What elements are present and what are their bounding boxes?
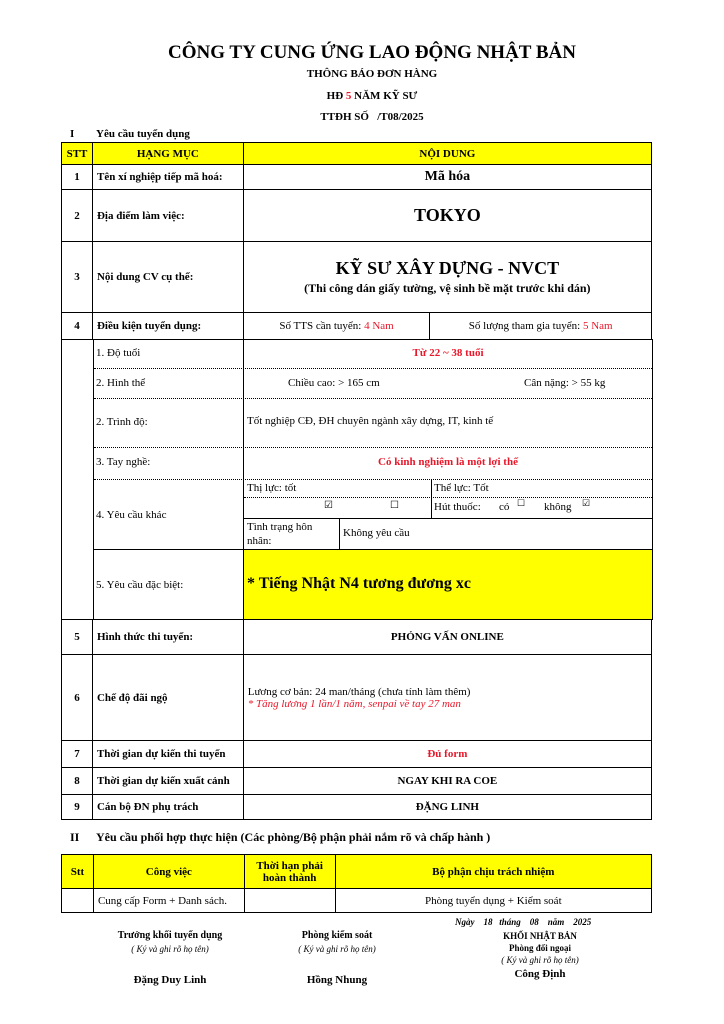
row4-label: Điều kiện tuyển dụng: xyxy=(92,313,243,340)
weight-requirement: Cân nặng: > 55 kg xyxy=(524,377,606,389)
join-count-cell xyxy=(430,313,652,340)
checkbox-checked-icon[interactable]: ☑ xyxy=(324,500,333,511)
smoke-label: Hút thuốc: xyxy=(434,501,481,513)
signer2-note: ( Ký và ghi rõ họ tên) xyxy=(298,944,376,954)
row2-label: Địa điểm làm việc: xyxy=(92,190,243,242)
job-title: KỸ SƯ XÂY DỰNG - NVCT xyxy=(335,258,560,278)
fitness: Thể lực: Tốt xyxy=(434,482,489,494)
grid-hline xyxy=(244,497,652,498)
signer3-title: KHỐI NHẬT BẢN xyxy=(503,931,577,941)
education-value: Tốt nghiệp CĐ, ĐH chuyên ngành xây dựng, IT, kinh tế xyxy=(247,415,494,427)
task-stt xyxy=(62,889,94,913)
smoke-no-label: không xyxy=(544,501,572,513)
coordination-table xyxy=(61,854,652,913)
col-header-content: NỘI DUNG xyxy=(243,143,651,165)
need-count-label: Số TTS cần tuyển: xyxy=(279,320,362,332)
section2-roman: II xyxy=(70,830,80,844)
skill-value: Có kinh nghiệm là một lợi thế xyxy=(378,456,518,468)
grid-hline xyxy=(244,518,652,519)
row9-stt: 9 xyxy=(62,795,93,820)
height-requirement: Chiều cao: > 165 cm xyxy=(288,377,380,389)
signature-block-control xyxy=(262,930,412,986)
signer3-name: Công Định xyxy=(514,968,566,980)
col-header-department: Bộ phận chịu trách nhiệm xyxy=(335,855,651,889)
divider-line xyxy=(94,447,652,448)
contract-suffix: NĂM KỸ SƯ xyxy=(354,90,418,102)
requirements-table-bottom xyxy=(61,619,652,820)
section2-title: Yêu cầu phối hợp thực hiện (Các phòng/Bộ phận phải nắm rõ và chấp hành ) xyxy=(96,830,491,844)
smoke-yes-label: có xyxy=(499,501,510,513)
row4-stt: 4 xyxy=(62,313,93,340)
row2-value: TOKYO xyxy=(243,190,651,242)
job-description: (Thi công dán giấy tường, vệ sinh bề mặt trước khi dán) xyxy=(304,281,591,295)
col-header-item: HẠNG MỤC xyxy=(92,143,243,165)
row1-label: Tên xí nghiệp tiếp mã hoá: xyxy=(92,165,243,190)
divider-line xyxy=(94,398,652,399)
company-title: CÔNG TY CUNG ỨNG LAO ĐỘNG NHẬT BẢN xyxy=(168,42,576,63)
col-header-stt: STT xyxy=(62,143,93,165)
salary-raise: * Tăng lương 1 lần/1 năm, senpai về tay 27 man xyxy=(247,697,461,710)
row1-stt: 1 xyxy=(62,165,93,190)
row5-value: PHỎNG VẤN ONLINE xyxy=(243,620,651,655)
contract-line xyxy=(0,90,724,102)
body-label: 2. Hình thể xyxy=(96,377,146,389)
join-count-value: 5 Nam xyxy=(582,320,613,332)
education-label: 2. Trình độ: xyxy=(96,416,148,428)
age-value: Từ 22 ~ 38 tuổi xyxy=(412,347,484,359)
row3-label: Nội dung CV cụ thể: xyxy=(92,242,243,313)
need-count-value: 4 Nam xyxy=(364,320,394,332)
sign-date: Ngày 18 tháng 08 năm 2025 xyxy=(455,917,592,927)
signature-block-japan xyxy=(465,931,615,980)
other-label: 4. Yêu cầu khác xyxy=(96,509,167,521)
order-number: TTĐH SỐ /T08/2025 xyxy=(320,111,424,123)
signer1-name: Đặng Duy Linh xyxy=(133,974,207,986)
checkbox-empty-icon[interactable]: ☐ xyxy=(390,500,399,511)
row7-stt: 7 xyxy=(62,741,93,768)
signer1-note: ( Ký và ghi rõ họ tên) xyxy=(131,944,209,954)
row7-value: Đủ form xyxy=(243,741,651,768)
row9-value: ĐẶNG LINH xyxy=(243,795,651,820)
requirements-table xyxy=(61,142,652,340)
marital-value: Không yêu cầu xyxy=(343,527,410,539)
row9-label: Cán bộ ĐN phụ trách xyxy=(92,795,243,820)
conditions-block xyxy=(61,339,653,620)
row3-value-cell xyxy=(243,242,651,313)
signer2-title: Phòng kiểm soát xyxy=(301,930,373,941)
special-label: 5. Yêu cầu đặc biệt: xyxy=(96,579,184,591)
special-value: * Tiếng Nhật N4 tương đương xc xyxy=(247,575,471,592)
row1-value: Mã hóa xyxy=(243,165,651,190)
row8-value: NGAY KHI RA COE xyxy=(243,768,651,795)
row3-stt: 3 xyxy=(62,242,93,313)
row2-stt: 2 xyxy=(62,190,93,242)
row6-label: Chế độ đãi ngộ xyxy=(92,655,243,741)
grid-vline xyxy=(339,518,340,549)
signature-block-recruitment xyxy=(95,930,245,986)
task-name: Cung cấp Form + Danh sách. xyxy=(93,889,244,913)
divider-line xyxy=(94,368,652,369)
signer3-title2: Phòng đối ngoại xyxy=(508,943,572,953)
eyesight: Thị lực: tốt xyxy=(247,482,297,494)
row5-stt: 5 xyxy=(62,620,93,655)
need-count-cell xyxy=(243,313,430,340)
contract-prefix: HĐ xyxy=(326,90,344,102)
signer2-name: Hồng Nhung xyxy=(306,974,368,986)
row8-stt: 8 xyxy=(62,768,93,795)
section1-title: Yêu cầu tuyển dụng xyxy=(96,128,190,140)
salary: Lương cơ bản: 24 man/tháng (chưa tính làm thêm) xyxy=(247,685,471,698)
signer3-note: ( Ký và ghi rõ họ tên) xyxy=(501,955,579,965)
task-department: Phòng tuyển dụng + Kiểm soát xyxy=(335,889,651,913)
signer1-title: Trưởng khối tuyển dụng xyxy=(117,930,223,941)
section1-roman: I xyxy=(70,128,75,140)
smoke-no-checkbox-icon[interactable]: ☑ xyxy=(582,498,591,508)
row5-label: Hình thức thi tuyển: xyxy=(92,620,243,655)
age-label: 1. Độ tuổi xyxy=(96,347,141,359)
special-highlight xyxy=(244,550,652,619)
skill-label: 3. Tay nghề: xyxy=(96,456,151,468)
col-header-deadline: Thời hạn phải hoàn thành xyxy=(244,855,335,889)
row6-value-cell xyxy=(243,655,651,741)
col-header-task: Công việc xyxy=(93,855,244,889)
other-grid xyxy=(244,480,652,549)
smoke-yes-checkbox-icon[interactable]: ☐ xyxy=(517,498,526,508)
row7-label: Thời gian dự kiến thi tuyển xyxy=(92,741,243,768)
marital-label: Tình trạng hôn nhân: xyxy=(247,521,313,547)
row8-label: Thời gian dự kiến xuất cảnh xyxy=(92,768,243,795)
row6-stt: 6 xyxy=(62,655,93,741)
task-deadline xyxy=(244,889,335,913)
col-header-stt: Stt xyxy=(62,855,94,889)
grid-vline xyxy=(431,480,432,518)
contract-number: 5 xyxy=(345,90,352,102)
join-count-label: Số lượng tham gia tuyển: xyxy=(468,320,581,332)
notice-title: THÔNG BÁO ĐƠN HÀNG xyxy=(306,68,438,80)
